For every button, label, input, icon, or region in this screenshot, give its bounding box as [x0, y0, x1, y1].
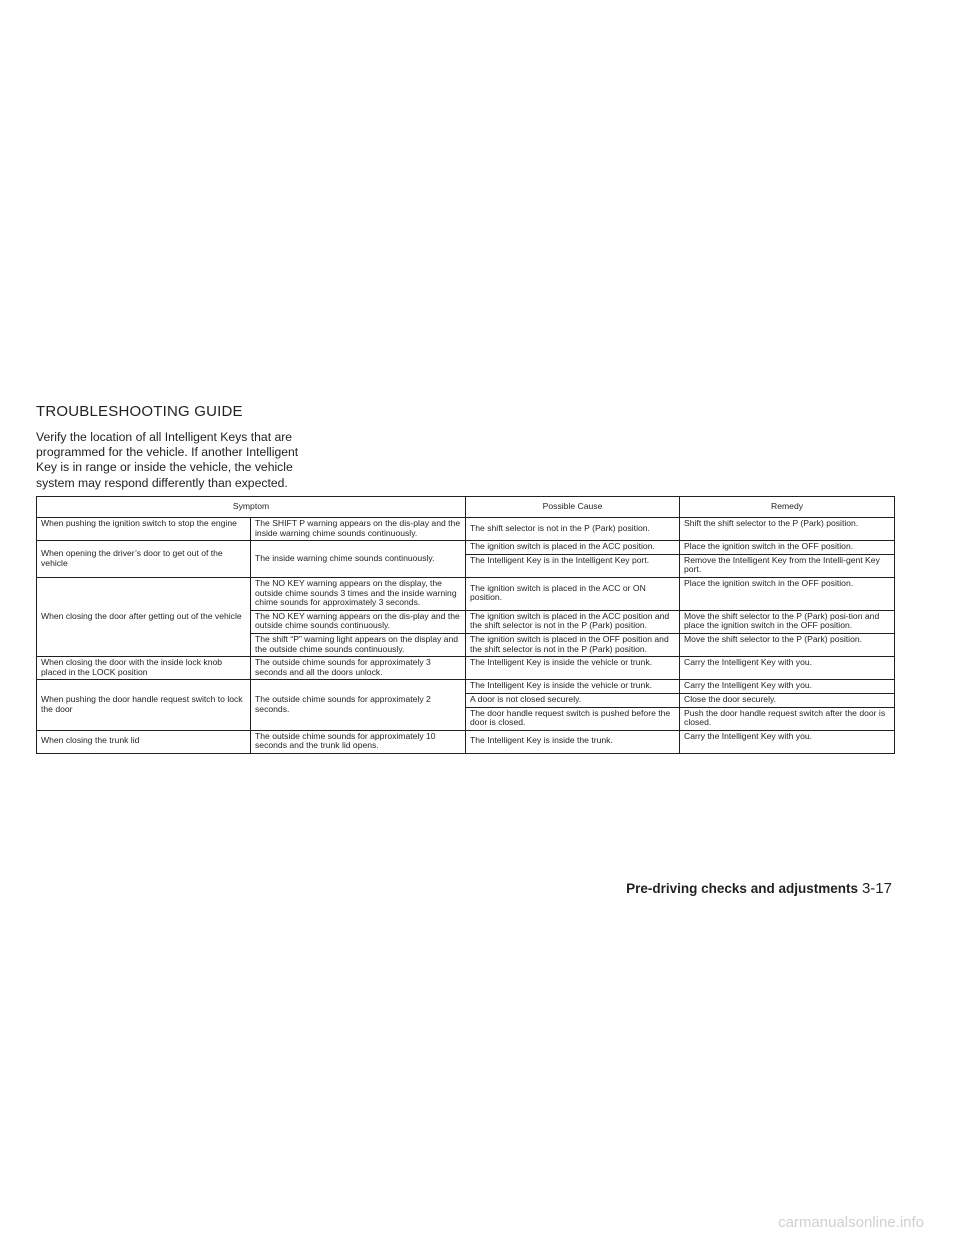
- intro-line: Key is in range or inside the vehicle, the vehicle: [36, 460, 293, 475]
- symptom-detail-cell: The NO KEY warning appears on the dis-play and the outside chime sounds continuously.: [251, 610, 466, 633]
- symptom-cell: When closing the door after getting out of the vehicle: [37, 577, 251, 656]
- remedy-cell: Carry the Intelligent Key with you.: [680, 680, 895, 694]
- header-possible-cause: Possible Cause: [466, 497, 680, 518]
- table-row: [37, 730, 895, 753]
- footer-section-name: Pre-driving checks and adjustments: [626, 881, 858, 896]
- possible-cause-cell: The ignition switch is placed in the ACC position and the shift selector is not in the P (Park) position.: [466, 610, 680, 633]
- remedy-cell: Remove the Intelligent Key from the Intelli-gent Key port.: [680, 554, 895, 577]
- page-number: 3-17: [861, 880, 892, 897]
- symptom-cell: When closing the door with the inside lock knob placed in the LOCK position: [37, 657, 251, 680]
- possible-cause-cell: The door handle request switch is pushed before the door is closed.: [466, 707, 680, 730]
- intro-line: programmed for the vehicle. If another Intelligent: [36, 445, 299, 460]
- symptom-detail-cell: The outside chime sounds for approximately 10 seconds and the trunk lid opens.: [251, 730, 466, 753]
- symptom-cell: When opening the driver’s door to get out of the vehicle: [37, 541, 251, 578]
- symptom-detail-cell: The shift “P” warning light appears on the display and the outside chime sounds continuously.: [251, 633, 466, 656]
- troubleshooting-table: [36, 496, 895, 754]
- header-symptom: Symptom: [37, 497, 466, 518]
- page-footer: [626, 880, 892, 897]
- remedy-cell: Shift the shift selector to the P (Park) position.: [680, 518, 895, 541]
- remedy-cell: Close the door securely.: [680, 693, 895, 707]
- table-row: [37, 680, 895, 694]
- possible-cause-cell: The Intelligent Key is inside the vehicle or trunk.: [466, 680, 680, 694]
- table-row: [37, 541, 895, 555]
- symptom-detail-cell: The inside warning chime sounds continuously.: [251, 541, 466, 578]
- remedy-cell: Move the shift selector to the P (Park) position.: [680, 633, 895, 656]
- header-remedy: Remedy: [680, 497, 895, 518]
- symptom-cell: When pushing the door handle request switch to lock the door: [37, 680, 251, 730]
- table-row: [37, 657, 895, 680]
- remedy-cell: Push the door handle request switch after the door is closed.: [680, 707, 895, 730]
- possible-cause-cell: The ignition switch is placed in the ACC or ON position.: [466, 577, 680, 610]
- symptom-detail-cell: The SHIFT P warning appears on the dis-play and the inside warning chime sounds continuously.: [251, 518, 466, 541]
- table-row: [37, 577, 895, 610]
- symptom-cell: When closing the trunk lid: [37, 730, 251, 753]
- symptom-detail-cell: The NO KEY warning appears on the display, the outside chime sounds 3 times and the inside warning chime sounds for approximately 3 seconds.: [251, 577, 466, 610]
- remedy-cell: Place the ignition switch in the OFF position.: [680, 577, 895, 610]
- section-title: TROUBLESHOOTING GUIDE: [36, 403, 243, 420]
- possible-cause-cell: The ignition switch is placed in the OFF position and the shift selector is not in the P (Park) position.: [466, 633, 680, 656]
- table-row: [37, 518, 895, 541]
- symptom-cell: When pushing the ignition switch to stop the engine: [37, 518, 251, 541]
- watermark: carmanualsonline.info: [778, 1214, 924, 1231]
- table-header-row: [37, 497, 895, 518]
- possible-cause-cell: The Intelligent Key is in the Intelligent Key port.: [466, 554, 680, 577]
- possible-cause-cell: The shift selector is not in the P (Park) position.: [466, 518, 680, 541]
- remedy-cell: Carry the Intelligent Key with you.: [680, 730, 895, 753]
- possible-cause-cell: The Intelligent Key is inside the vehicle or trunk.: [466, 657, 680, 680]
- remedy-cell: Place the ignition switch in the OFF position.: [680, 541, 895, 555]
- remedy-cell: Move the shift selector to the P (Park) posi-tion and place the ignition switch in the OFF position.: [680, 610, 895, 633]
- intro-line: system may respond differently than expected.: [36, 475, 288, 490]
- intro-line: Verify the location of all Intelligent Keys that are: [36, 430, 293, 444]
- possible-cause-cell: A door is not closed securely.: [466, 693, 680, 707]
- possible-cause-cell: The ignition switch is placed in the ACC position.: [466, 541, 680, 555]
- intro-paragraph: [36, 430, 316, 491]
- symptom-detail-cell: The outside chime sounds for approximately 3 seconds and all the doors unlock.: [251, 657, 466, 680]
- possible-cause-cell: The Intelligent Key is inside the trunk.: [466, 730, 680, 753]
- remedy-cell: Carry the Intelligent Key with you.: [680, 657, 895, 680]
- symptom-detail-cell: The outside chime sounds for approximately 2 seconds.: [251, 680, 466, 730]
